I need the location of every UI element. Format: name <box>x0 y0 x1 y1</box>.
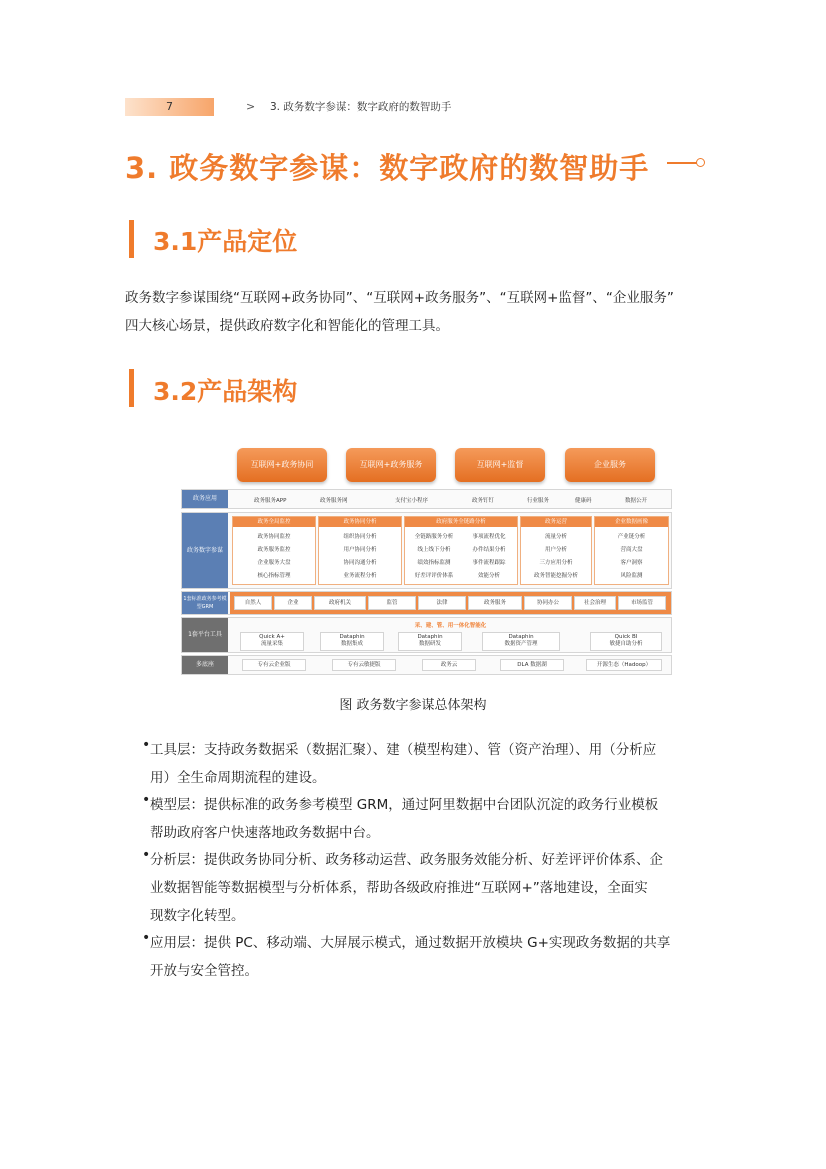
group-item: 事件流程跟踪 <box>472 560 506 566</box>
chevron-right-icon: > <box>246 100 256 113</box>
row-label: 多底座 <box>182 656 228 674</box>
tool-desc: 数据资产管理 <box>504 641 538 647</box>
tool-item <box>320 632 384 651</box>
diagram-row-tools <box>181 617 672 653</box>
group-title: 政务协同分析 <box>319 517 401 527</box>
tool-name: Quick BI <box>614 634 638 640</box>
figure-caption: 图 政务数字参谋总体架构 <box>339 698 487 713</box>
group-item: 产业链分析 <box>617 534 646 540</box>
model-item: 监管 <box>368 596 416 610</box>
group-item: 流量分析 <box>544 534 567 540</box>
group-item: 用户协同分析 <box>343 547 377 553</box>
bullet-line: 用）全生命周期流程的建设。 <box>150 770 326 786</box>
group-item: 营商大盘 <box>620 547 643 553</box>
analysis-group <box>318 516 402 585</box>
bullet-line: 工具层：支持政务数据采（数据汇聚）、建（模型构建）、管（资产治理）、用（分析应 <box>150 742 657 758</box>
analysis-group <box>404 516 518 585</box>
group-item: 好差评评价体系 <box>414 573 454 579</box>
bullet-line: 模型层：提供标准的政务参考模型 GRM，通过阿里数据中台团队沉淀的政务行业模板 <box>150 797 659 813</box>
tools-banner: 采、建、管、用一体化智能化 <box>414 623 487 629</box>
app-item: 政务钉钉 <box>472 498 495 504</box>
group-item: 全链路服务分析 <box>414 534 454 540</box>
group-item: 企业服务大盘 <box>257 560 291 566</box>
diagram-row-deploy <box>181 655 672 675</box>
bullet-item <box>150 929 705 985</box>
group-item: 协同沟通分析 <box>343 560 377 566</box>
bullet-line: 业数据智能等数据模型与分析体系，帮助各级政府推进“互联网+”落地建设，全面实 <box>150 880 648 896</box>
bullet-item <box>150 791 705 847</box>
group-item: 核心指标管理 <box>257 573 291 579</box>
bullet-line: 应用层：提供 PC、移动端、大屏展示模式，通过数据开放模块 G+实现政务数据的共享 <box>150 935 671 951</box>
bullet-dot: • <box>142 792 151 808</box>
model-item: 法律 <box>418 596 466 610</box>
bullet-line: 分析层：提供政务协同分析、政务移动运营、政务服务效能分析、好差评评价体系、企 <box>150 852 663 868</box>
paragraph-line: 四大核心场景，提供政府数字化和智能化的管理工具。 <box>125 318 449 334</box>
architecture-diagram <box>181 442 670 676</box>
bullet-dot: • <box>142 737 151 753</box>
tool-desc: 流量采集 <box>260 641 283 647</box>
bullet-item <box>150 736 705 792</box>
group-item: 绩效指标监测 <box>417 560 451 566</box>
paragraph-line: 政务数字参谋围绕“互联网+政务协同”、“互联网+政务服务”、“互联网+监督”、“企业服务” <box>125 290 674 306</box>
breadcrumb: 3. 政务数字参谋：数字政府的数智助手 <box>270 101 452 113</box>
analysis-group <box>594 516 669 585</box>
app-item: 健康码 <box>575 498 592 504</box>
bullet-line: 帮助政府客户快速落地政务数据中台。 <box>150 825 380 841</box>
section-heading-positioning: 3.1产品定位 <box>153 227 298 256</box>
app-item: 支付宝小程序 <box>395 498 429 504</box>
page-title: 3. 政务数字参谋：数字政府的数智助手 <box>125 151 650 185</box>
page-header <box>125 98 685 116</box>
deploy-item: 专有云敏捷版 <box>332 659 396 671</box>
group-item: 风险监测 <box>620 573 643 579</box>
group-item: 办件结果分析 <box>472 547 506 553</box>
tool-name: Dataphin <box>339 634 365 640</box>
model-item: 政府机关 <box>314 596 366 610</box>
model-item: 企业 <box>274 596 312 610</box>
group-title: 政府服务全链路分析 <box>405 517 517 527</box>
bullet-item <box>150 846 705 930</box>
tool-name: Quick A+ <box>259 634 285 640</box>
title-decoration-line <box>667 162 697 164</box>
group-item: 线上线下分析 <box>417 547 451 553</box>
app-item: 政务服务网 <box>320 498 348 504</box>
scenario-pill: 互联网+政务协同 <box>237 448 327 482</box>
tool-name: Dataphin <box>508 634 534 640</box>
diagram-row-apps <box>181 489 672 509</box>
app-item: 行业服务 <box>527 498 550 504</box>
group-item: 政务智能挖掘分析 <box>533 573 578 579</box>
tool-name: Dataphin <box>417 634 443 640</box>
analysis-group <box>520 516 592 585</box>
group-item: 事项流程优化 <box>472 534 506 540</box>
page-number: 7 <box>125 98 214 116</box>
tool-desc: 敏捷自助分析 <box>609 641 643 647</box>
group-item: 政务协同监控 <box>257 534 291 540</box>
title-decoration-dot <box>696 158 705 167</box>
tool-item <box>590 632 662 651</box>
bullet-dot: • <box>142 847 151 863</box>
diagram-row-analysis <box>181 512 672 589</box>
group-item: 政务服务监控 <box>257 547 291 553</box>
group-title: 企业数据画像 <box>595 517 668 527</box>
section-heading-architecture: 3.2产品架构 <box>153 377 298 406</box>
model-item: 社会治理 <box>574 596 616 610</box>
tool-desc: 数据集成 <box>340 641 363 647</box>
positioning-paragraph <box>125 284 705 340</box>
tool-item <box>398 632 462 651</box>
row-label: 1套标准政务参考模型GRM <box>182 592 228 614</box>
row-label: 政务应用 <box>182 490 228 508</box>
tool-item <box>240 632 304 651</box>
group-item: 客户洞察 <box>620 560 643 566</box>
row-label: 政务数字参谋 <box>182 513 228 588</box>
app-item: 政务服务APP <box>254 498 287 504</box>
group-title: 政务全局监控 <box>233 517 315 527</box>
scenario-pill: 互联网+监督 <box>455 448 545 482</box>
group-item: 业务流程分析 <box>343 573 377 579</box>
bullet-line: 现数字化转型。 <box>150 908 245 924</box>
bullet-dot: • <box>142 930 151 946</box>
group-item: 效能分析 <box>477 573 500 579</box>
model-item: 市场监管 <box>618 596 666 610</box>
tool-desc: 数据研发 <box>418 641 441 647</box>
tool-item <box>482 632 560 651</box>
section-marker <box>129 220 134 258</box>
scenario-pill: 互联网+政务服务 <box>346 448 436 482</box>
deploy-item: 开源生态（Hadoop） <box>586 659 662 671</box>
group-title: 政务运营 <box>521 517 591 527</box>
bullet-line: 开放与安全管控。 <box>150 963 258 979</box>
row-label: 1套平台工具 <box>182 618 228 652</box>
model-item: 协同办公 <box>524 596 572 610</box>
app-item: 数据公开 <box>625 498 648 504</box>
group-item: 用户分析 <box>544 547 567 553</box>
analysis-group <box>232 516 316 585</box>
model-item: 自然人 <box>234 596 272 610</box>
group-item: 三方应用分析 <box>539 560 573 566</box>
diagram-row-model <box>181 591 672 615</box>
deploy-item: 政务云 <box>422 659 476 671</box>
deploy-item: DLA 数据湖 <box>500 659 564 671</box>
section-marker <box>129 369 134 407</box>
model-item: 政务服务 <box>468 596 522 610</box>
scenario-pill: 企业服务 <box>565 448 655 482</box>
group-item: 组织协同分析 <box>343 534 377 540</box>
deploy-item: 专有云企业版 <box>242 659 306 671</box>
